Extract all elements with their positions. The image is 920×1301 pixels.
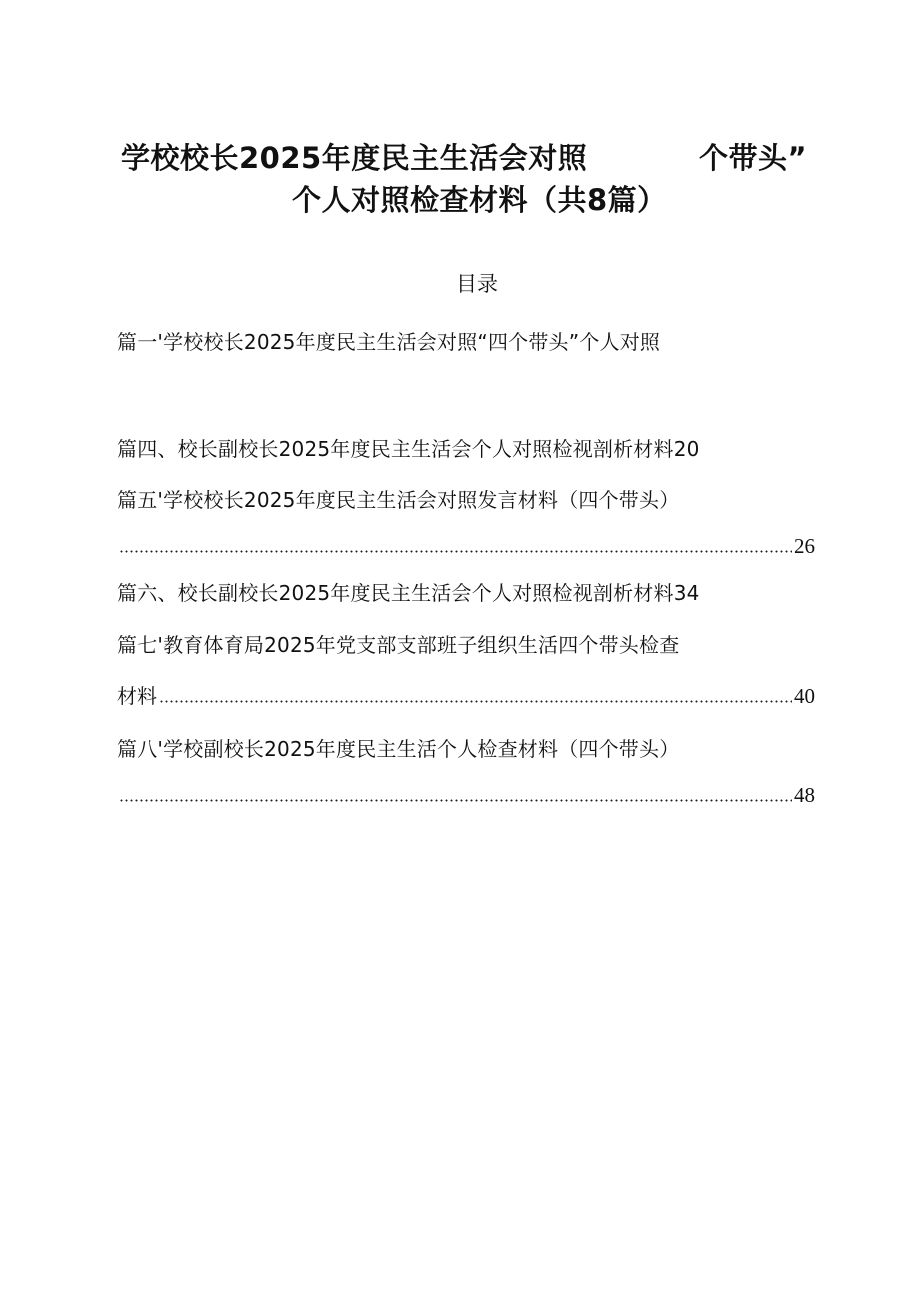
- document-title-line1-right: 个带头”: [699, 141, 808, 175]
- toc-entry-8-leader: [117, 782, 815, 808]
- document-title-line2: 个人对照检查材料（共8篇）: [292, 183, 667, 217]
- toc-entry-5-leader: [117, 533, 815, 559]
- toc-entry-8-page: 48: [794, 783, 815, 807]
- document-title-line1-left: 学校校长2025年度民主生活会对照: [121, 141, 588, 175]
- toc-entry-4: 篇四、校长副校长2025年度民主生活会个人对照检视剖析材料20: [117, 437, 700, 461]
- toc-entry-8: 篇八'学校副校长2025年度民主生活个人检查材料（四个带头）: [117, 737, 680, 761]
- toc-entry-7-continuation: 材料: [117, 684, 157, 708]
- toc-entry-7-page: 40: [794, 684, 815, 708]
- toc-entry-1: 篇一'学校校长2025年度民主生活会对照“四个带头”个人对照: [117, 330, 661, 354]
- toc-entry-5-page: 26: [794, 534, 815, 558]
- toc-entry-5: 篇五'学校校长2025年度民主生活会对照发言材料（四个带头）: [117, 488, 680, 512]
- toc-entry-7: 篇七'教育体育局2025年党支部支部班子组织生活四个带头检查: [117, 633, 680, 657]
- dot-leader: [119, 550, 792, 553]
- toc-entry-6: 篇六、校长副校长2025年度民主生活会个人对照检视剖析材料34: [117, 581, 700, 605]
- dot-leader: [119, 799, 792, 802]
- toc-entry-7-leader: [117, 683, 815, 709]
- toc-heading: 目录: [456, 272, 498, 296]
- dot-leader: [159, 700, 792, 703]
